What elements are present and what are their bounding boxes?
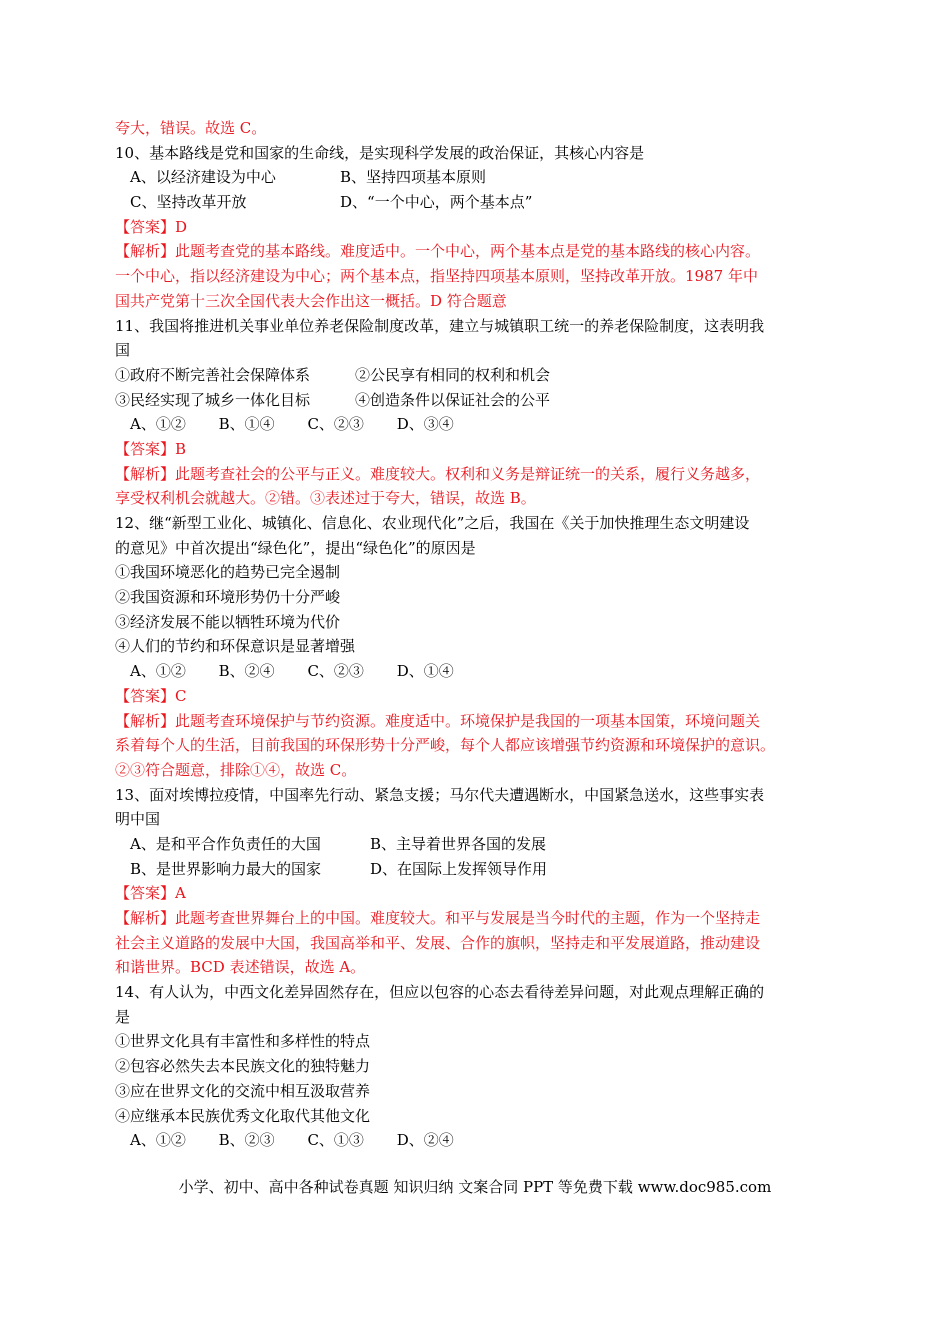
q10-option-a: A、以经济建设为中心 <box>130 168 276 187</box>
q12-answer: 【答案】C <box>115 686 187 705</box>
q14-choice-b: B、②③ <box>218 1131 275 1150</box>
q14-item-4: ④应继承本民族优秀文化取代其他文化 <box>115 1106 371 1125</box>
q13-analysis-line: 和谐世界。BCD 表述错误，故选 A。 <box>115 958 366 977</box>
q12-choices <box>115 659 855 684</box>
q13-options-row-2 <box>115 857 855 882</box>
q12-analysis-line: ②③符合题意，排除①④，故选 C。 <box>115 760 357 779</box>
q9-analysis-tail: 夸大，错误。故选 C。 <box>115 119 267 137</box>
q11-items-row-1 <box>115 363 855 388</box>
page-footer: 小学、初中、高中各种试卷真题 知识归纳 文案合同 PPT 等免费下载 www.doc985.com <box>178 1178 772 1196</box>
q14-choice-a: A、①② <box>130 1131 186 1150</box>
q13-stem-line: 明中国 <box>115 810 161 829</box>
q12-item-2: ②我国资源和环境形势仍十分严峻 <box>115 588 341 607</box>
q11-item-1: ①政府不断完善社会保障体系 <box>115 365 311 384</box>
q11-item-2: ②公民享有相同的权利和机会 <box>355 365 551 384</box>
q10-option-d: D、“一个中心，两个基本点” <box>340 193 533 212</box>
q14-stem-line: 是 <box>115 1007 131 1026</box>
q13-analysis-line: 社会主义道路的发展中大国，我国高举和平、发展、合作的旗帜，坚持走和平发展道路，推动建设 <box>115 933 761 952</box>
q14-item-1: ①世界文化具有丰富性和多样性的特点 <box>115 1032 371 1051</box>
q11-choice-a: A、①② <box>130 415 186 434</box>
q10-analysis-line: 国共产党第十三次全国代表大会作出这一概括。D 符合题意 <box>115 291 507 310</box>
q14-item-2: ②包容必然失去本民族文化的独特魅力 <box>115 1057 371 1076</box>
q14-choices <box>115 1128 855 1153</box>
q12-stem-line: 的意见》中首次提出“绿色化”，提出“绿色化”的原因是 <box>115 538 476 557</box>
q11-answer: 【答案】B <box>115 439 187 458</box>
q13-option-d: D、在国际上发挥领导作用 <box>370 859 548 878</box>
q10-answer: 【答案】D <box>115 217 188 236</box>
q10-options-row-1 <box>115 165 855 190</box>
q12-analysis-line: 【解析】此题考查环境保护与节约资源。难度适中。环境保护是我国的一项基本国策，环境问题关 <box>115 711 761 730</box>
q11-choice-b: B、①④ <box>218 415 275 434</box>
page-content <box>115 116 855 1153</box>
q12-item-3: ③经济发展不能以牺牲环境为代价 <box>115 612 341 631</box>
q13-options-row-1 <box>115 832 855 857</box>
q12-analysis-line: 系着每个人的生活，目前我国的环保形势十分严峻，每个人都应该增强节约资源和环境保护的意识。 <box>115 736 776 755</box>
q10-options-row-2 <box>115 190 855 215</box>
q13-option-a: A、是和平合作负责任的大国 <box>130 834 321 853</box>
q11-stem-line: 11、我国将推进机关事业单位养老保险制度改革，建立与城镇职工统一的养老保险制度，这表明我 <box>115 316 765 335</box>
q12-item-1: ①我国环境恶化的趋势已完全遏制 <box>115 563 341 582</box>
q14-item-3: ③应在世界文化的交流中相互汲取营养 <box>115 1081 371 1100</box>
q14-choice-c: C、①③ <box>307 1131 364 1150</box>
q12-item-4: ④人们的节约和环保意识是显著增强 <box>115 637 356 656</box>
q11-stem-line: 国 <box>115 341 131 360</box>
q14-stem-line: 14、有人认为，中西文化差异固然存在，但应以包容的心态去看待差异问题，对此观点理解正确的 <box>115 983 765 1002</box>
q12-choice-a: A、①② <box>130 662 186 681</box>
q12-choice-d: D、①④ <box>396 662 454 681</box>
q12-stem-line: 12、继“新型工业化、城镇化、信息化、农业现代化”之后，我国在《关于加快推理生态文明建设 <box>115 514 750 532</box>
q11-item-4: ④创造条件以保证社会的公平 <box>355 390 551 409</box>
q11-analysis-line: 【解析】此题考查社会的公平与正义。难度较大。权利和义务是辩证统一的关系，履行义务越多， <box>115 464 761 483</box>
q13-option-b: B、主导着世界各国的发展 <box>370 834 547 853</box>
q11-choices <box>115 412 855 437</box>
q14-choice-d: D、②④ <box>396 1131 454 1150</box>
q10-analysis-line: 【解析】此题考查党的基本路线。难度适中。一个中心，两个基本点是党的基本路线的核心内容。 <box>115 242 761 261</box>
q10-stem: 10、基本路线是党和国家的生命线，是实现科学发展的政治保证，其核心内容是 <box>115 143 645 162</box>
q11-analysis-line: 享受权利机会就越大。②错。③表述过于夸大，错误，故选 B。 <box>115 489 536 508</box>
q10-option-c: C、坚持改革开放 <box>130 193 247 212</box>
q13-analysis-line: 【解析】此题考查世界舞台上的中国。难度较大。和平与发展是当今时代的主题，作为一个坚持走 <box>115 909 761 927</box>
q13-answer: 【答案】A <box>115 884 186 903</box>
q11-choice-c: C、②③ <box>307 415 364 434</box>
q12-choice-b: B、②④ <box>218 662 275 681</box>
q10-option-b: B、坚持四项基本原则 <box>340 168 487 187</box>
q11-choice-d: D、③④ <box>396 415 454 434</box>
q11-items-row-2 <box>115 388 855 413</box>
q13-option-c: B、是世界影响力最大的国家 <box>130 859 322 878</box>
q11-item-3: ③民经实现了城乡一体化目标 <box>115 390 311 409</box>
q12-choice-c: C、②③ <box>307 662 364 681</box>
q10-analysis-line: 一个中心，指以经济建设为中心；两个基本点，指坚持四项基本原则，坚持改革开放。1987 年中 <box>115 267 758 286</box>
q13-stem-line: 13、面对埃博拉疫情，中国率先行动、紧急支援；马尔代夫遭遇断水，中国紧急送水，这些事实表 <box>115 785 765 804</box>
